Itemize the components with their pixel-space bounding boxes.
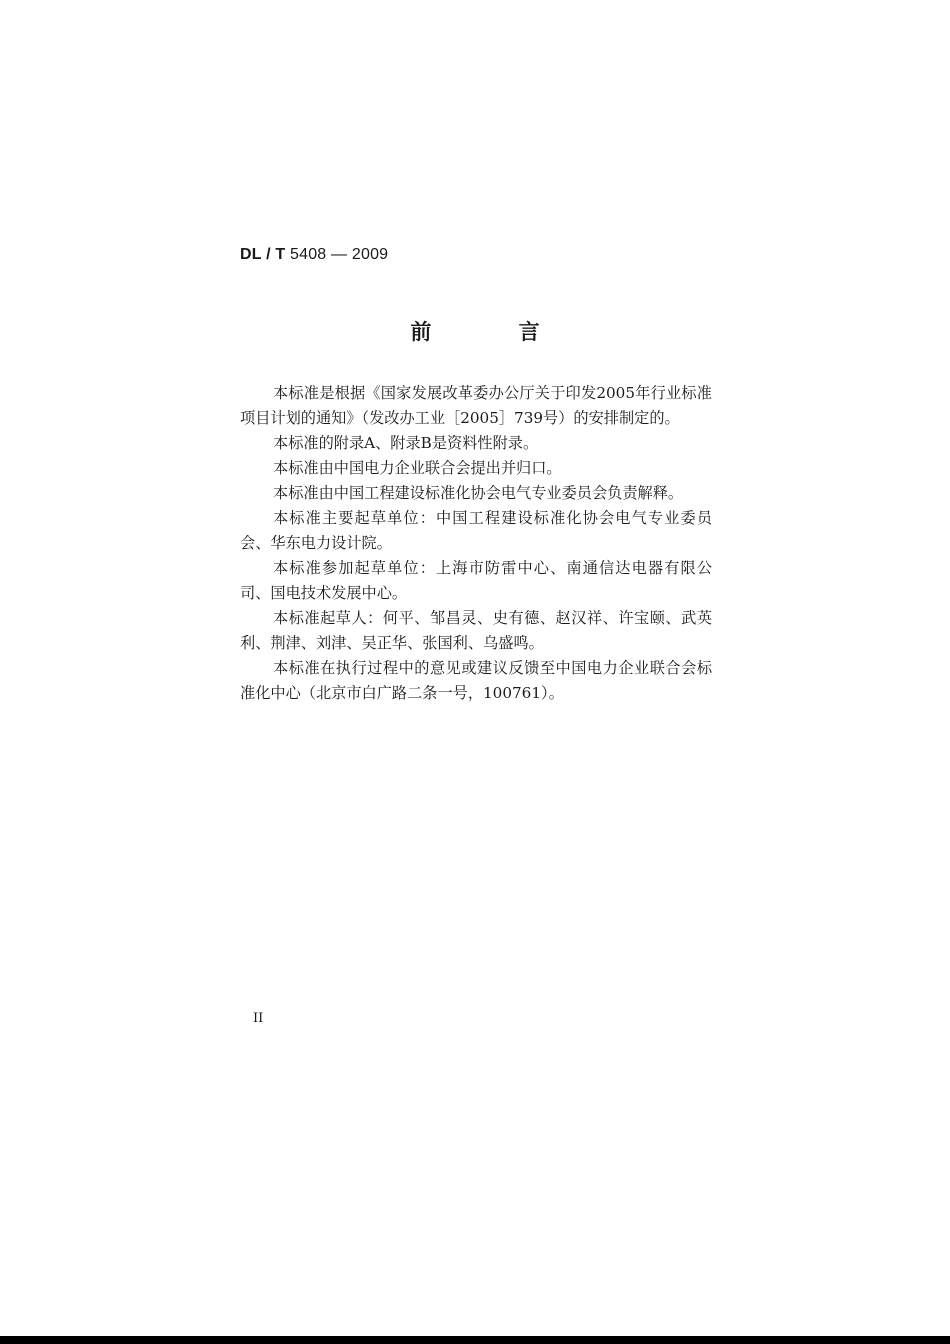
paragraph-appendix: 本标准的附录A、附录B是资料性附录。 bbox=[273, 434, 539, 452]
standard-code-prefix: DL / T bbox=[240, 246, 286, 263]
page-title: 前 言 bbox=[410, 320, 580, 344]
standard-code-number: 5408 — 2009 bbox=[285, 246, 389, 263]
foreword-body bbox=[240, 381, 712, 706]
bottom-border bbox=[0, 1336, 950, 1344]
paragraph-participating-drafters: 本标准参加起草单位：上海市防雷中心、南通信达电器有限公司、国电技术发展中心。 bbox=[240, 559, 712, 602]
page-number: II bbox=[253, 1011, 264, 1026]
paragraph-plan-basis: 本标准是根据《国家发展改革委办公厅关于印发2005年行业标准项目计划的通知》（发改办工业［2005］739号）的安排制定的。 bbox=[240, 384, 712, 427]
paragraph-drafting-persons: 本标准起草人：何平、邹昌灵、史有德、赵汉祥、许宝颐、武英利、荆津、刘津、吴正华、张国利、乌盛鸣。 bbox=[240, 609, 712, 652]
paragraph-feedback: 本标准在执行过程中的意见或建议反馈至中国电力企业联合会标准化中心（北京市白广路二条一号，100761）。 bbox=[240, 659, 712, 702]
paragraph-main-drafters: 本标准主要起草单位：中国工程建设标准化协会电气专业委员会、华东电力设计院。 bbox=[240, 509, 712, 552]
paragraph-interpreter: 本标准由中国工程建设标准化协会电气专业委员会负责解释。 bbox=[273, 484, 684, 502]
paragraph-proposer: 本标准由中国电力企业联合会提出并归口。 bbox=[273, 459, 562, 477]
standard-code bbox=[240, 246, 388, 264]
